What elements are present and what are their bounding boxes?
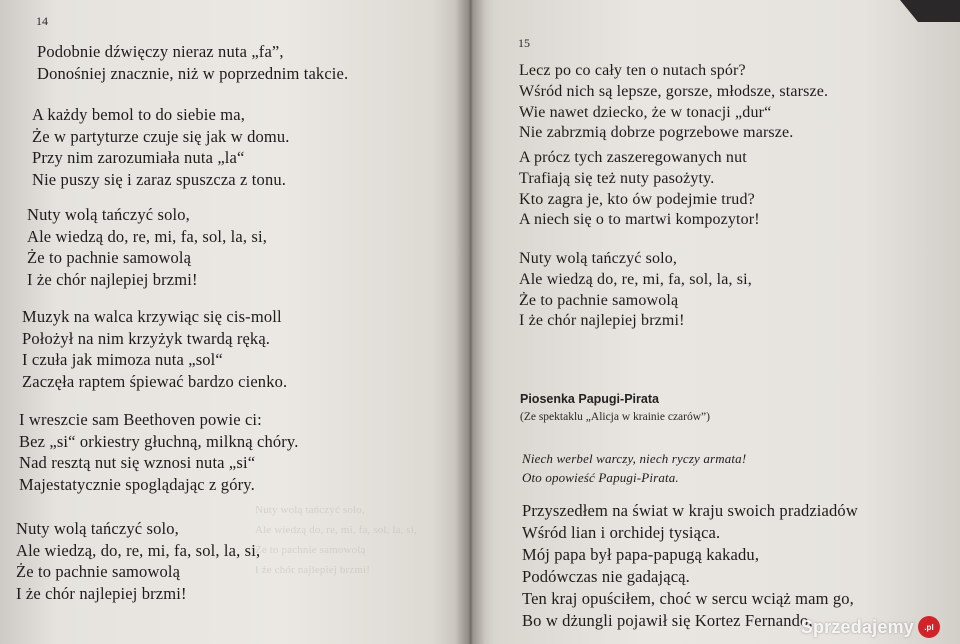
verse-line: Przyszedłem na świat w kraju swoich pradziadów	[522, 501, 858, 520]
right-page	[470, 0, 960, 644]
verse-line: I wreszcie sam Beethoven powie ci:	[19, 410, 262, 429]
verse-line: Majestatycznie spoglądając z góry.	[19, 474, 255, 494]
verse-line: I że chór najlepiej brzmi!	[27, 269, 198, 289]
verse-line: Wśród lian i orchidej tysiąca.	[522, 523, 721, 542]
left-page	[0, 0, 470, 644]
song-title: Piosenka Papugi-Pirata	[520, 392, 659, 406]
verse-line: Położył na nim krzyżyk twardą ręką.	[22, 328, 271, 348]
verse-line: I że chór najlepiej brzmi!	[16, 583, 187, 603]
verse-line: I że chór najlepiej brzmi!	[519, 312, 685, 330]
verse-line: Trafiają się też nuty pasożyty.	[519, 169, 715, 187]
intro-line: Niech werbel warczy, niech ryczy armata!	[522, 451, 747, 466]
verse-line: Muzyk na walca krzywiąc się cis-moll	[22, 307, 282, 326]
stanza	[32, 104, 290, 190]
verse-line: Że to pachnie samowolą	[519, 291, 679, 309]
verse-line: Że to pachnie samowolą	[27, 248, 192, 268]
bleed-line: Że to pachnie samowolą	[255, 544, 366, 556]
intro-line: Oto opowieść Papugi-Pirata.	[522, 470, 679, 485]
page-number-right: 15	[518, 36, 530, 50]
verse-line: Nie puszy się i zaraz spuszcza z tonu.	[32, 169, 287, 189]
song-subtitle: (Ze spektaklu „Alicja w krainie czarów”)	[520, 411, 710, 423]
verse-line: Ale wiedzą do, re, mi, fa, sol, la, si,	[519, 270, 752, 288]
verse-line: Nad resztą nut się wznosi nuta „si“	[19, 453, 256, 473]
watermark-badge-icon: .pl	[918, 616, 940, 638]
verse-line: A każdy bemol to do siebie ma,	[32, 105, 245, 124]
stanza	[16, 518, 260, 604]
verse-line: Podobnie dźwięczy nieraz nuta „fa”,	[37, 42, 284, 61]
stanza	[519, 148, 760, 231]
verse-line: Kto zagra je, kto ów podejmie trud?	[519, 190, 755, 208]
verse-line: Że w partyturze czuje się jak w domu.	[32, 126, 290, 146]
verse-line: A niech się o to martwi kompozytor!	[519, 211, 760, 229]
watermark	[801, 616, 940, 638]
verse-line: Ale wiedzą, do, re, mi, fa, sol, la, si,	[16, 540, 261, 560]
verse-line: Bo w dżungli pojawił się Kortez Fernando,	[522, 611, 813, 630]
stanza	[19, 409, 299, 495]
verse-line: Podówczas nie gadającą.	[522, 567, 690, 586]
page-number-left: 14	[36, 14, 48, 28]
song-stanza	[522, 500, 858, 632]
verse-line: Przy nim zarozumiała nuta „la“	[32, 148, 245, 168]
bleed-line: Nuty wolą tańczyć solo,	[255, 504, 365, 516]
verse-line: Donośniej znacznie, niż w poprzednim takcie.	[37, 63, 349, 83]
stanza	[519, 249, 752, 332]
book-gutter	[455, 0, 485, 644]
bleed-line: Ale wiedzą do, re, mi, fa, sol, la, si,	[255, 524, 417, 536]
song-intro	[522, 449, 746, 487]
stanza	[22, 306, 287, 392]
verse-line: Że to pachnie samowolą	[16, 562, 181, 582]
bleed-through-text	[255, 500, 417, 580]
stanza	[37, 41, 348, 84]
verse-line: A prócz tych zaszeregowanych nut	[519, 149, 747, 166]
verse-line: Nuty wolą tańczyć solo,	[27, 205, 190, 224]
stanza	[519, 61, 828, 144]
verse-line: Zaczęła raptem śpiewać bardzo cienko.	[22, 371, 288, 391]
verse-line: I czuła jak mimoza nuta „sol“	[22, 350, 223, 370]
verse-line: Lecz po co cały ten o nutach spór?	[519, 62, 746, 79]
verse-line: Bez „si“ orkiestry głuchną, milkną chóry.	[19, 431, 299, 451]
watermark-text: Sprzedajemy	[800, 616, 914, 637]
verse-line: Nuty wolą tańczyć solo,	[519, 250, 678, 267]
verse-line: Wśród nich są lepsze, gorsze, młodsze, starsze.	[519, 82, 829, 100]
background-corner	[900, 0, 960, 22]
stanza	[27, 204, 267, 290]
bleed-line: I że chór najlepiej brzmi!	[255, 564, 371, 576]
verse-line: Nie zabrzmią dobrze pogrzebowe marsze.	[519, 124, 794, 142]
verse-line: Nuty wolą tańczyć solo,	[16, 519, 179, 538]
verse-line: Mój papa był papa-papugą kakadu,	[522, 545, 760, 564]
verse-line: Wie nawet dziecko, że w tonacji „dur“	[519, 103, 772, 121]
verse-line: Ten kraj opuściłem, choć w sercu wciąż mam go,	[522, 589, 854, 608]
verse-line: Ale wiedzą do, re, mi, fa, sol, la, si,	[27, 226, 267, 246]
